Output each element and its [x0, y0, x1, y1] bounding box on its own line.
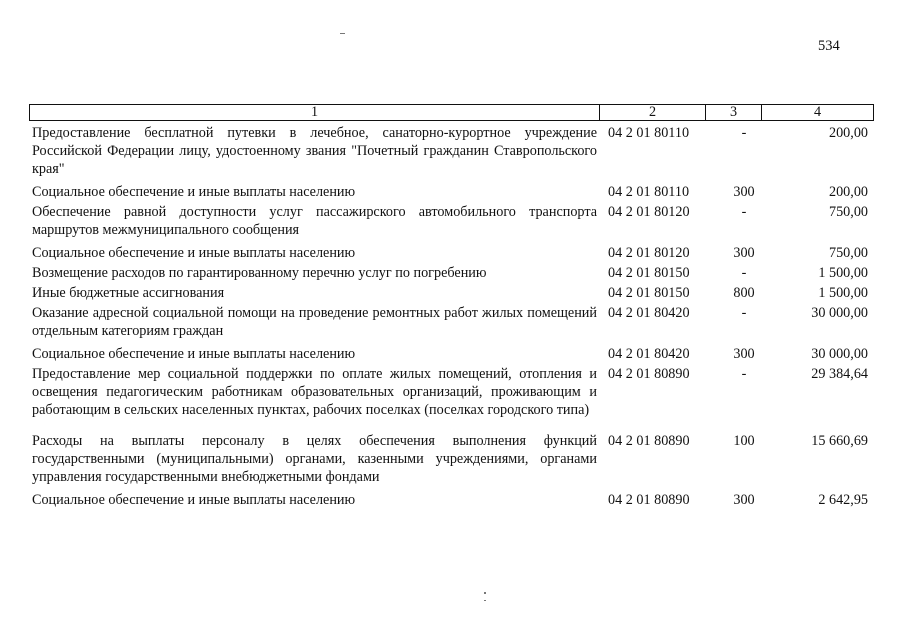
row-code: 04 2 01 80120	[608, 245, 690, 261]
row-type: -	[741, 305, 747, 321]
table-row	[32, 124, 872, 178]
row-name: Обеспечение равной доступности услуг пассажирского автомобильного транспорта маршрутов межмуниципального сообщения	[32, 204, 597, 238]
row-code: 04 2 01 80420	[608, 346, 690, 362]
row-name: Предоставление бесплатной путевки в лечебное, санаторно-курортное учреждение Российской Федерации лицу, удостоенному звания "Почетный гражданин Ставропольского края"	[32, 125, 597, 177]
row-code: 04 2 01 80890	[608, 366, 690, 382]
table-row	[32, 284, 872, 302]
row-name: Социальное обеспечение и иные выплаты населению	[32, 346, 356, 362]
row-amount: 1 500,00	[818, 265, 868, 281]
row-type: 100	[733, 433, 755, 449]
page-number: 534	[818, 38, 840, 54]
table-body	[32, 124, 872, 509]
table-row	[32, 244, 872, 262]
row-amount: 200,00	[828, 125, 868, 141]
row-code: 04 2 01 80890	[608, 492, 690, 508]
row-code: 04 2 01 80890	[608, 433, 690, 449]
row-type: 300	[733, 245, 755, 261]
table-row	[32, 365, 872, 419]
row-amount: 29 384,64	[811, 366, 868, 382]
table-row	[32, 491, 872, 509]
row-code: 04 2 01 80110	[608, 184, 690, 200]
table-row	[32, 183, 872, 201]
header-col-2: 2	[600, 105, 706, 120]
row-type: 300	[733, 346, 755, 362]
row-amount: 30 000,00	[811, 305, 868, 321]
header-col-4: 4	[813, 104, 822, 120]
row-amount: 750,00	[828, 204, 868, 220]
scan-speck	[484, 600, 486, 601]
row-amount: 2 642,95	[818, 492, 868, 508]
row-code: 04 2 01 80420	[608, 305, 690, 321]
scan-speck	[484, 592, 486, 594]
row-name: Оказание адресной социальной помощи на проведение ремонтных работ жилых помещений отдельным категориям граждан	[32, 305, 597, 339]
row-type: 300	[733, 492, 755, 508]
row-type: -	[741, 366, 747, 382]
row-type: -	[741, 204, 747, 220]
table-header	[29, 104, 874, 121]
row-code: 04 2 01 80150	[608, 285, 690, 301]
row-type: -	[741, 125, 747, 141]
row-code: 04 2 01 80120	[608, 204, 690, 220]
row-name: Иные бюджетные ассигнования	[32, 285, 225, 301]
row-name: Социальное обеспечение и иные выплаты населению	[32, 245, 356, 261]
row-name: Предоставление мер социальной поддержки по оплате жилых помещений, отопления и освещения педагогическим работникам образовательных организаций, проживающим и работающим в сельских населенных пунктах, рабочих поселках (поселках городского типа)	[32, 366, 597, 418]
table-row	[32, 264, 872, 282]
table-row	[32, 304, 872, 340]
row-name: Расходы на выплаты персоналу в целях обеспечения выполнения функций государственными (муниципальными) органами, казенными учреждениями, органами управления государственными внебюджетными фондами	[32, 433, 597, 485]
row-type: 800	[733, 285, 755, 301]
row-amount: 30 000,00	[811, 346, 868, 362]
row-type: -	[741, 265, 747, 281]
row-code: 04 2 01 80150	[608, 265, 690, 281]
header-col-3: 3	[706, 105, 762, 120]
row-amount: 750,00	[828, 245, 868, 261]
row-amount: 200,00	[828, 184, 868, 200]
row-name: Возмещение расходов по гарантированному перечню услуг по погребению	[32, 265, 487, 281]
header-col-1: 1	[30, 105, 600, 120]
table-row	[32, 432, 872, 486]
row-code: 04 2 01 80110	[608, 125, 690, 141]
row-type: 300	[733, 184, 755, 200]
row-name: Социальное обеспечение и иные выплаты населению	[32, 184, 356, 200]
row-amount: 15 660,69	[811, 433, 868, 449]
scan-speck	[340, 33, 345, 34]
row-name: Социальное обеспечение и иные выплаты населению	[32, 492, 356, 508]
table-row	[32, 203, 872, 239]
table-row	[32, 345, 872, 363]
row-amount: 1 500,00	[818, 285, 868, 301]
